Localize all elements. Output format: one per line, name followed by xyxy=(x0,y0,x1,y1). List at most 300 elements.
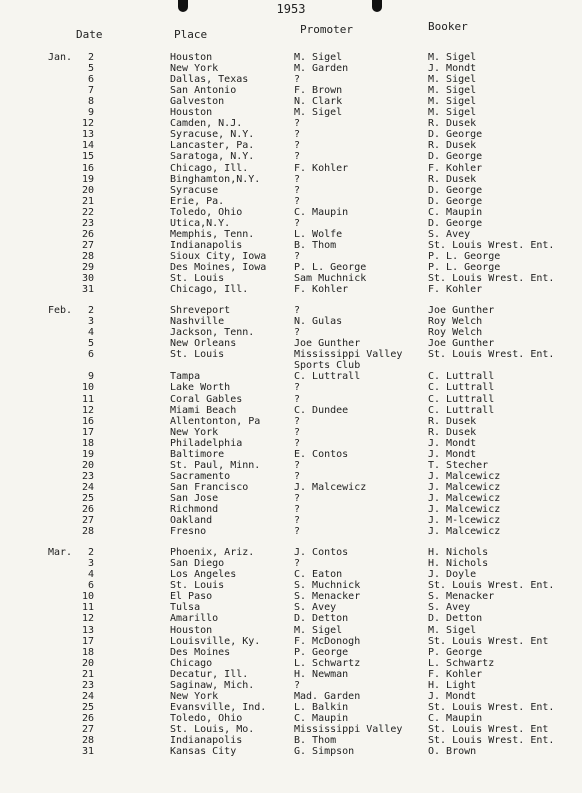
date-day: 2 xyxy=(87,305,94,317)
table-row xyxy=(0,327,582,338)
place-cell: Sacramento xyxy=(170,470,231,482)
booker-cell: C. Luttrall xyxy=(428,382,495,394)
promoter-cell: ? xyxy=(294,492,301,504)
promoter-cell: ? xyxy=(294,470,301,482)
booker-cell: Joe Gunther xyxy=(428,305,495,317)
place-cell: Chicago, Ill. xyxy=(170,162,249,174)
place-cell: Allentonton, Pa xyxy=(170,415,261,427)
booker-cell: J. Mondt xyxy=(428,448,477,460)
booker-cell: M. Sigel xyxy=(428,107,477,119)
promoter-cell: L. Wolfe xyxy=(294,228,343,240)
promoter-cell: F. Brown xyxy=(294,85,343,97)
table-row xyxy=(0,174,582,185)
promoter-cell: Mississippi Valley xyxy=(294,723,403,735)
promoter-cell: ? xyxy=(294,415,301,427)
place-cell: New Orleans xyxy=(170,338,237,350)
date-day: 3 xyxy=(87,558,94,570)
booker-cell: J. Malcewicz xyxy=(428,470,501,482)
date-day: 12 xyxy=(81,404,94,416)
table-row xyxy=(0,636,582,647)
promoter-cell: C. Maupin xyxy=(294,712,349,724)
booker-cell: D. Detton xyxy=(428,613,483,625)
promoter-cell: ? xyxy=(294,526,301,538)
date-day: 28 xyxy=(81,735,94,746)
promoter-cell: ? xyxy=(294,140,301,152)
place-cell: Tulsa xyxy=(170,602,201,614)
header-place: Place xyxy=(174,28,208,41)
date-day: 13 xyxy=(81,624,94,636)
table-row xyxy=(0,713,582,724)
table-row xyxy=(0,405,582,416)
date-day: 13 xyxy=(81,129,94,141)
table-row xyxy=(0,724,582,735)
place-cell: San Diego xyxy=(170,558,225,570)
date-day: 16 xyxy=(81,162,94,174)
date-day: 28 xyxy=(81,250,94,262)
place-cell: Toledo, Ohio xyxy=(170,712,243,724)
place-cell: St. Louis xyxy=(170,349,225,361)
place-cell: Tampa xyxy=(170,371,201,383)
promoter-cell: F. Kohler xyxy=(294,284,349,296)
promoter-cell: B. Thom xyxy=(294,239,337,251)
booker-cell: F. Kohler xyxy=(428,284,483,296)
booker-cell: J. Mondt xyxy=(428,63,477,75)
promoter-cell: B. Thom xyxy=(294,735,337,746)
table-row xyxy=(0,658,582,669)
table-row xyxy=(0,482,582,493)
date-day: 25 xyxy=(81,492,94,504)
promoter-cell: ? xyxy=(294,515,301,527)
place-cell: Houston xyxy=(170,52,213,63)
table-row xyxy=(0,52,582,63)
place-cell: Louisville, Ky. xyxy=(170,635,261,647)
promoter-cell: M. Sigel xyxy=(294,52,343,63)
table-row xyxy=(0,735,582,746)
promoter-cell: M. Sigel xyxy=(294,624,343,636)
place-cell: Shreveport xyxy=(170,305,231,317)
place-cell: Lake Worth xyxy=(170,382,231,394)
promoter-cell: ? xyxy=(294,195,301,207)
table-row xyxy=(0,349,582,360)
place-cell: Des Moines, Iowa xyxy=(170,261,267,273)
table-row xyxy=(0,647,582,658)
table-row xyxy=(0,680,582,691)
booker-cell: T. Stecher xyxy=(428,459,489,471)
booker-cell: F. Kohler xyxy=(428,668,483,680)
place-cell: El Paso xyxy=(170,591,213,603)
promoter-cell: C. Eaton xyxy=(294,569,343,581)
booker-cell: St. Louis Wrest. Ent xyxy=(428,635,549,647)
date-day: 12 xyxy=(81,118,94,130)
place-cell: Saratoga, N.Y. xyxy=(170,151,255,163)
booker-cell: P. L. George xyxy=(428,261,501,273)
header-promoter: Promoter xyxy=(300,23,353,36)
promoter-cell: F. Kohler xyxy=(294,162,349,174)
promoter-cell: L. Schwartz xyxy=(294,657,361,669)
booker-cell: F. Kohler xyxy=(428,162,483,174)
booker-cell: C. Luttrall xyxy=(428,393,495,405)
date-day: 31 xyxy=(81,284,94,296)
promoter-cell: ? xyxy=(294,151,301,163)
promoter-cell: ? xyxy=(294,305,301,317)
promoter-cell: ? xyxy=(294,426,301,438)
place-cell: Fresno xyxy=(170,526,207,538)
place-cell: Dallas, Texas xyxy=(170,74,249,86)
date-day: 22 xyxy=(81,206,94,218)
date-day: 20 xyxy=(81,657,94,669)
table-row xyxy=(0,284,582,295)
promoter-cell: P. George xyxy=(294,646,349,658)
booker-cell: Joe Gunther xyxy=(428,338,495,350)
place-cell: Indianapolis xyxy=(170,239,243,251)
booker-cell: S. Avey xyxy=(428,602,471,614)
date-month: Jan. xyxy=(48,52,73,63)
booker-cell: O. Brown xyxy=(428,746,477,758)
date-day: 27 xyxy=(81,723,94,735)
place-cell: Richmond xyxy=(170,504,219,515)
table-row xyxy=(0,669,582,680)
date-day: 17 xyxy=(81,426,94,438)
booker-cell: St. Louis Wrest. Ent. xyxy=(428,349,555,361)
booker-cell: J. Malcewicz xyxy=(428,504,501,515)
booker-cell: M. Sigel xyxy=(428,624,477,636)
promoter-cell: J. Malcewicz xyxy=(294,481,367,493)
place-cell: Baltimore xyxy=(170,448,225,460)
table-row xyxy=(0,613,582,624)
promoter-cell: P. L. George xyxy=(294,261,367,273)
date-day: 20 xyxy=(81,184,94,196)
promoter-cell: Sam Muchnick xyxy=(294,273,367,284)
date-day: 29 xyxy=(81,261,94,273)
table-row xyxy=(0,207,582,218)
promoter-cell: Joe Gunther xyxy=(294,338,361,350)
table-row xyxy=(0,394,582,405)
place-cell: Sioux City, Iowa xyxy=(170,250,267,262)
date-day: 16 xyxy=(81,415,94,427)
date-day: 9 xyxy=(87,371,94,383)
promoter-cell: ? xyxy=(294,173,301,185)
table-row xyxy=(0,382,582,393)
date-day: 21 xyxy=(81,195,94,207)
promoter-cell: E. Contos xyxy=(294,448,349,460)
booker-cell: M. Sigel xyxy=(428,85,477,97)
table-row xyxy=(0,526,582,537)
promoter-cell: L. Balkin xyxy=(294,701,349,713)
booker-cell: C. Maupin xyxy=(428,206,483,218)
table-row xyxy=(0,316,582,327)
date-day: 14 xyxy=(81,140,94,152)
table-row xyxy=(0,547,582,558)
promoter-cell: Mad. Garden xyxy=(294,690,361,702)
place-cell: Chicago xyxy=(170,657,213,669)
date-day: 2 xyxy=(87,52,94,63)
promoter-cell: ? xyxy=(294,437,301,449)
table-row xyxy=(0,471,582,482)
table-row xyxy=(0,107,582,118)
booker-cell: D. George xyxy=(428,195,483,207)
promoter-cell: Mississippi Valley xyxy=(294,349,403,361)
place-cell: Galveston xyxy=(170,96,225,108)
booker-cell: J. M-lcewicz xyxy=(428,515,501,527)
table-row xyxy=(0,338,582,349)
table-row xyxy=(0,460,582,471)
date-day: 6 xyxy=(87,580,94,592)
booker-cell: R. Dusek xyxy=(428,140,477,152)
promoter-cell: D. Detton xyxy=(294,613,349,625)
place-cell: Amarillo xyxy=(170,613,219,625)
table-row xyxy=(0,262,582,273)
table-row xyxy=(0,360,582,371)
place-cell: Kansas City xyxy=(170,746,237,758)
promoter-cell: Sports Club xyxy=(294,360,361,372)
table-row xyxy=(0,515,582,526)
date-day: 6 xyxy=(87,74,94,86)
place-cell: Houston xyxy=(170,107,213,119)
booker-cell: M. Sigel xyxy=(428,52,477,63)
place-cell: Chicago, Ill. xyxy=(170,284,249,296)
promoter-cell: J. Contos xyxy=(294,547,349,559)
booker-cell: P. L. George xyxy=(428,250,501,262)
table-row xyxy=(0,691,582,702)
table-row xyxy=(0,140,582,151)
promoter-cell: ? xyxy=(294,74,301,86)
place-cell: Des Moines xyxy=(170,646,231,658)
promoter-cell: N. Gulas xyxy=(294,316,343,328)
booker-cell: H. Nichols xyxy=(428,547,489,559)
table-row xyxy=(0,273,582,284)
booker-cell: C. Luttrall xyxy=(428,371,495,383)
promoter-cell: ? xyxy=(294,250,301,262)
place-cell: Philadelphia xyxy=(170,437,243,449)
booker-cell: St. Louis Wrest. Ent. xyxy=(428,273,555,284)
promoter-cell: F. McDonogh xyxy=(294,635,361,647)
place-cell: St. Paul, Minn. xyxy=(170,459,261,471)
place-cell: Syracuse xyxy=(170,184,219,196)
booker-cell: St. Louis Wrest. Ent. xyxy=(428,735,555,746)
place-cell: San Jose xyxy=(170,492,219,504)
booker-cell: S. Menacker xyxy=(428,591,495,603)
booker-cell: J. Doyle xyxy=(428,569,477,581)
place-cell: Phoenix, Ariz. xyxy=(170,547,255,559)
place-cell: Coral Gables xyxy=(170,393,243,405)
date-month: Feb. xyxy=(48,305,73,317)
table-row xyxy=(0,449,582,460)
date-day: 27 xyxy=(81,515,94,527)
table-row xyxy=(0,591,582,602)
booker-cell: D. George xyxy=(428,151,483,163)
promoter-cell: S. Avey xyxy=(294,602,337,614)
date-day: 11 xyxy=(81,393,94,405)
date-day: 20 xyxy=(81,459,94,471)
table-row xyxy=(0,580,582,591)
date-day: 4 xyxy=(87,327,94,339)
table-row xyxy=(0,305,582,316)
booker-cell: M. Sigel xyxy=(428,74,477,86)
promoter-cell: H. Newman xyxy=(294,668,349,680)
promoter-cell: ? xyxy=(294,327,301,339)
date-day: 10 xyxy=(81,382,94,394)
date-day: 15 xyxy=(81,151,94,163)
place-cell: Nashville xyxy=(170,316,225,328)
date-day: 9 xyxy=(87,107,94,119)
promoter-cell: C. Luttrall xyxy=(294,371,361,383)
promoter-cell: N. Clark xyxy=(294,96,343,108)
table-row xyxy=(0,558,582,569)
date-day: 18 xyxy=(81,437,94,449)
booker-cell: D. George xyxy=(428,184,483,196)
booker-cell: H. Nichols xyxy=(428,558,489,570)
table-row xyxy=(0,746,582,757)
date-day: 8 xyxy=(87,96,94,108)
table-row xyxy=(0,129,582,140)
table-row xyxy=(0,438,582,449)
place-cell: Decatur, Ill. xyxy=(170,668,249,680)
promoter-cell: ? xyxy=(294,217,301,229)
table-row xyxy=(0,196,582,207)
place-cell: St. Louis xyxy=(170,580,225,592)
date-day: 19 xyxy=(81,173,94,185)
place-cell: Jackson, Tenn. xyxy=(170,327,255,339)
booker-cell: D. George xyxy=(428,129,483,141)
booker-cell: St. Louis Wrest. Ent xyxy=(428,723,549,735)
table-row xyxy=(0,569,582,580)
booker-cell: H. Light xyxy=(428,679,477,691)
date-day: 31 xyxy=(81,746,94,758)
place-cell: Syracuse, N.Y. xyxy=(170,129,255,141)
table-row xyxy=(0,151,582,162)
place-cell: Los Angeles xyxy=(170,569,237,581)
promoter-cell: S. Muchnick xyxy=(294,580,361,592)
promoter-cell: M. Garden xyxy=(294,63,349,75)
date-day: 25 xyxy=(81,701,94,713)
place-cell: New York xyxy=(170,690,219,702)
header-booker: Booker xyxy=(428,20,468,33)
date-day: 12 xyxy=(81,613,94,625)
table-row xyxy=(0,85,582,96)
table-row xyxy=(0,229,582,240)
date-day: 17 xyxy=(81,635,94,647)
table-row xyxy=(0,493,582,504)
date-day: 21 xyxy=(81,668,94,680)
booker-cell: R. Dusek xyxy=(428,415,477,427)
table-row xyxy=(0,185,582,196)
place-cell: Memphis, Tenn. xyxy=(170,228,255,240)
booker-cell: R. Dusek xyxy=(428,173,477,185)
table-row xyxy=(0,74,582,85)
booker-cell: C. Luttrall xyxy=(428,404,495,416)
promoter-cell: ? xyxy=(294,393,301,405)
table-row xyxy=(0,240,582,251)
promoter-cell: ? xyxy=(294,382,301,394)
booker-cell: J. Malcewicz xyxy=(428,492,501,504)
booker-cell: J. Malcewicz xyxy=(428,526,501,538)
promoter-cell: G. Simpson xyxy=(294,746,355,758)
table-row xyxy=(0,218,582,229)
date-day: 10 xyxy=(81,591,94,603)
promoter-cell: M. Sigel xyxy=(294,107,343,119)
promoter-cell: ? xyxy=(294,459,301,471)
table-row xyxy=(0,163,582,174)
table-row xyxy=(0,602,582,613)
promoter-cell: C. Dundee xyxy=(294,404,349,416)
date-day: 11 xyxy=(81,602,94,614)
place-cell: Evansville, Ind. xyxy=(170,701,267,713)
booker-cell: P. George xyxy=(428,646,483,658)
place-cell: San Francisco xyxy=(170,481,249,493)
place-cell: Binghamton,N.Y. xyxy=(170,173,261,185)
booker-cell: J. Mondt xyxy=(428,690,477,702)
date-day: 24 xyxy=(81,481,94,493)
date-day: 28 xyxy=(81,526,94,538)
booker-cell: R. Dusek xyxy=(428,118,477,130)
promoter-cell: ? xyxy=(294,558,301,570)
place-cell: Toledo, Ohio xyxy=(170,206,243,218)
place-cell: San Antonio xyxy=(170,85,237,97)
date-day: 5 xyxy=(87,63,94,75)
place-cell: Miami Beach xyxy=(170,404,237,416)
booker-cell: D. George xyxy=(428,217,483,229)
place-cell: Erie, Pa. xyxy=(170,195,225,207)
table-row xyxy=(0,118,582,129)
booker-cell: St. Louis Wrest. Ent. xyxy=(428,580,555,592)
booker-cell: J. Malcewicz xyxy=(428,481,501,493)
date-day: 27 xyxy=(81,239,94,251)
table-row xyxy=(0,427,582,438)
date-day: 3 xyxy=(87,316,94,328)
table-row xyxy=(0,702,582,713)
booker-cell: S. Avey xyxy=(428,228,471,240)
table-row xyxy=(0,371,582,382)
year-heading: 1953 xyxy=(276,2,306,16)
table-row xyxy=(0,96,582,107)
date-day: 23 xyxy=(81,679,94,691)
place-cell: Houston xyxy=(170,624,213,636)
booker-cell: St. Louis Wrest. Ent. xyxy=(428,701,555,713)
booker-cell: R. Dusek xyxy=(428,426,477,438)
place-cell: Indianapolis xyxy=(170,735,243,746)
booker-cell: M. Sigel xyxy=(428,96,477,108)
table-row xyxy=(0,416,582,427)
place-cell: Oakland xyxy=(170,515,213,527)
booker-cell: Roy Welch xyxy=(428,327,483,339)
promoter-cell: ? xyxy=(294,118,301,130)
date-day: 7 xyxy=(87,85,94,97)
date-month: Mar. xyxy=(48,547,73,559)
place-cell: Utica,N.Y. xyxy=(170,217,231,229)
date-day: 24 xyxy=(81,690,94,702)
table-row xyxy=(0,625,582,636)
booker-cell: J. Mondt xyxy=(428,437,477,449)
date-day: 2 xyxy=(87,547,94,559)
booker-cell: St. Louis Wrest. Ent. xyxy=(428,239,555,251)
date-day: 23 xyxy=(81,217,94,229)
date-day: 26 xyxy=(81,504,94,515)
place-cell: Camden, N.J. xyxy=(170,118,243,130)
date-day: 26 xyxy=(81,712,94,724)
booker-cell: C. Maupin xyxy=(428,712,483,724)
place-cell: Lancaster, Pa. xyxy=(170,140,255,152)
date-day: 30 xyxy=(81,273,94,284)
place-cell: St. Louis xyxy=(170,273,225,284)
date-day: 5 xyxy=(87,338,94,350)
date-day: 18 xyxy=(81,646,94,658)
place-cell: New York xyxy=(170,63,219,75)
header-date: Date xyxy=(76,28,103,41)
booker-cell: L. Schwartz xyxy=(428,657,495,669)
promoter-cell: ? xyxy=(294,504,301,515)
date-day: 4 xyxy=(87,569,94,581)
date-day: 26 xyxy=(81,228,94,240)
